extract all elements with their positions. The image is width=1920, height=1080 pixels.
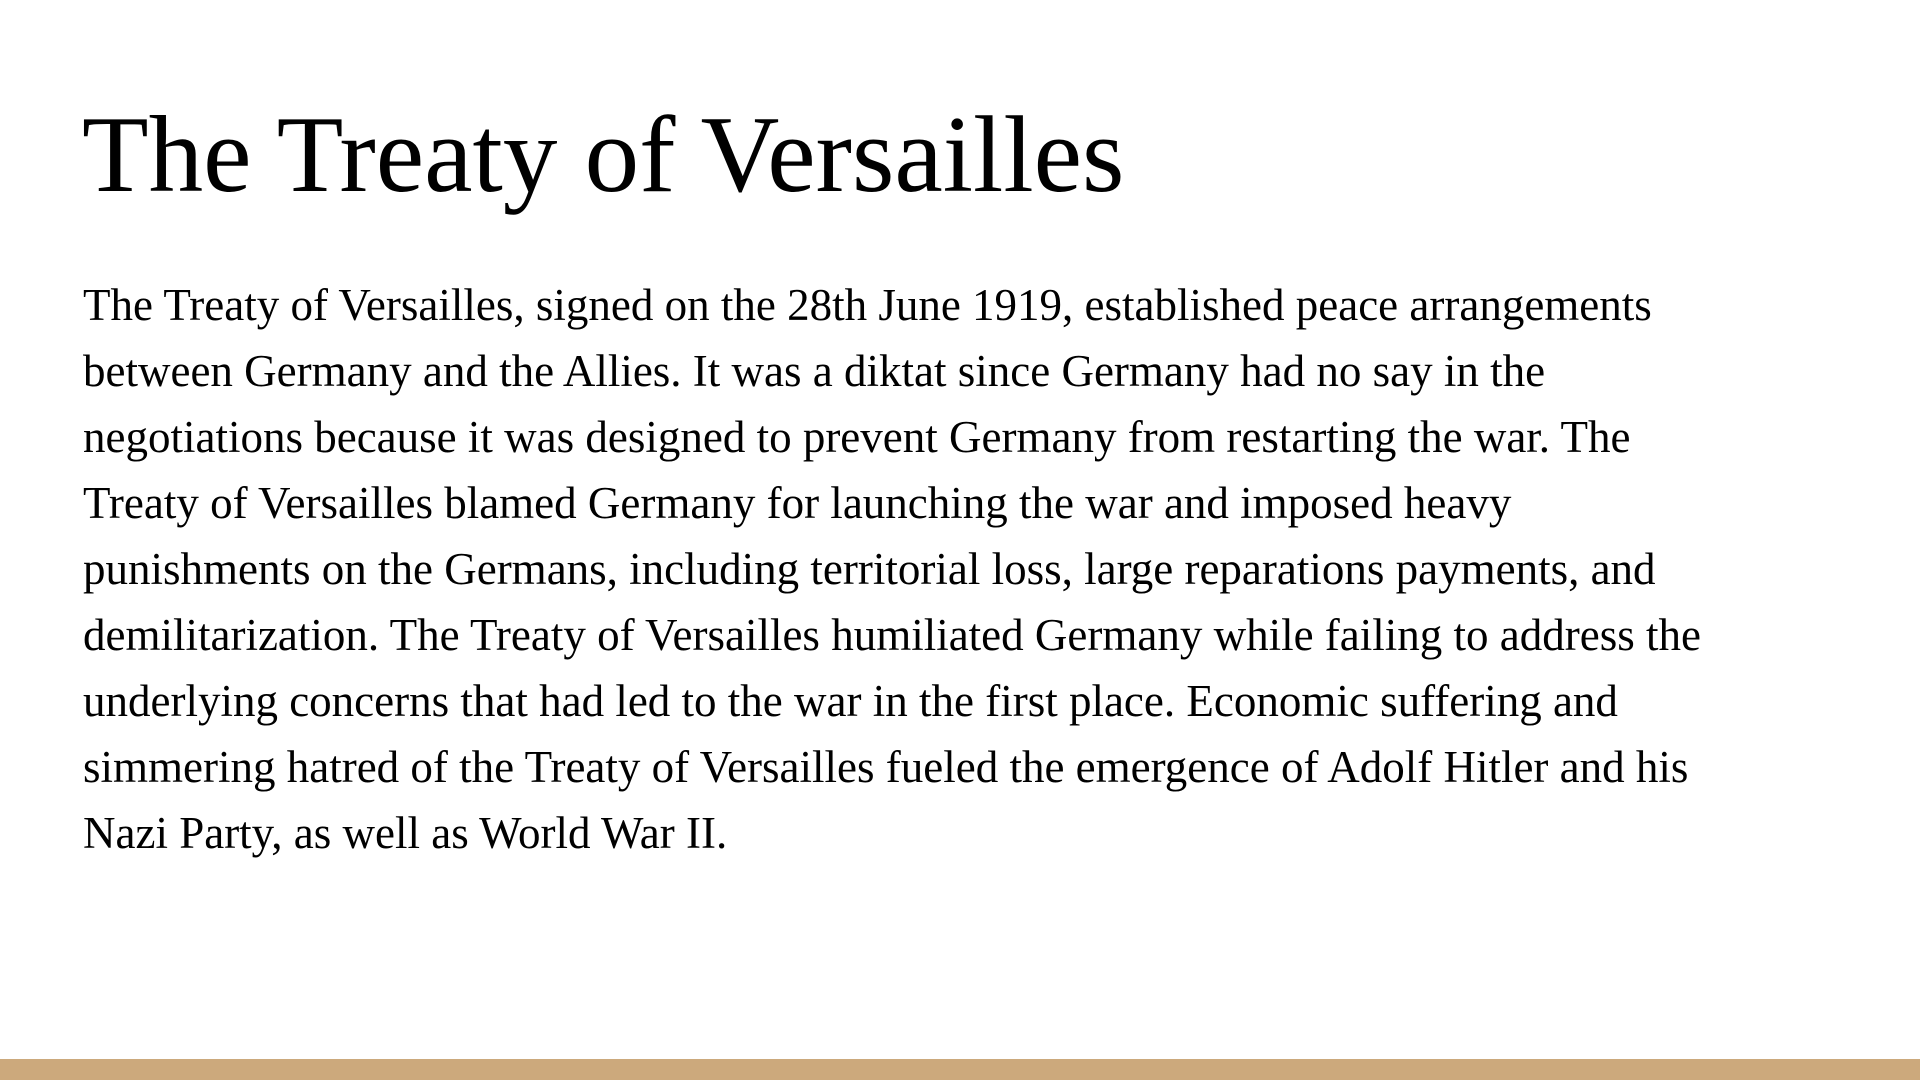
body-line: underlying concerns that had led to the war in the first place. Economic suffering and [83,676,1618,726]
body-line: Treaty of Versailles blamed Germany for launching the war and imposed heavy [83,478,1512,528]
body-line: negotiations because it was designed to prevent Germany from restarting the war. The [83,412,1631,462]
body-line: simmering hatred of the Treaty of Versailles fueled the emergence of Adolf Hitler and his [83,742,1689,792]
body-line: punishments on the Germans, including territorial loss, large reparations payments, and [83,544,1656,594]
slide-body-paragraph [83,272,1863,866]
body-line: The Treaty of Versailles, signed on the 28th June 1919, established peace arrangements [83,280,1652,330]
body-line: between Germany and the Allies. It was a diktat since Germany had no say in the [83,346,1546,396]
bottom-accent-bar [0,1059,1920,1080]
body-line: Nazi Party, as well as World War II. [83,808,728,858]
slide-title: The Treaty of Versailles [82,94,1125,215]
body-line: demilitarization. The Treaty of Versailles humiliated Germany while failing to address the [83,610,1701,660]
